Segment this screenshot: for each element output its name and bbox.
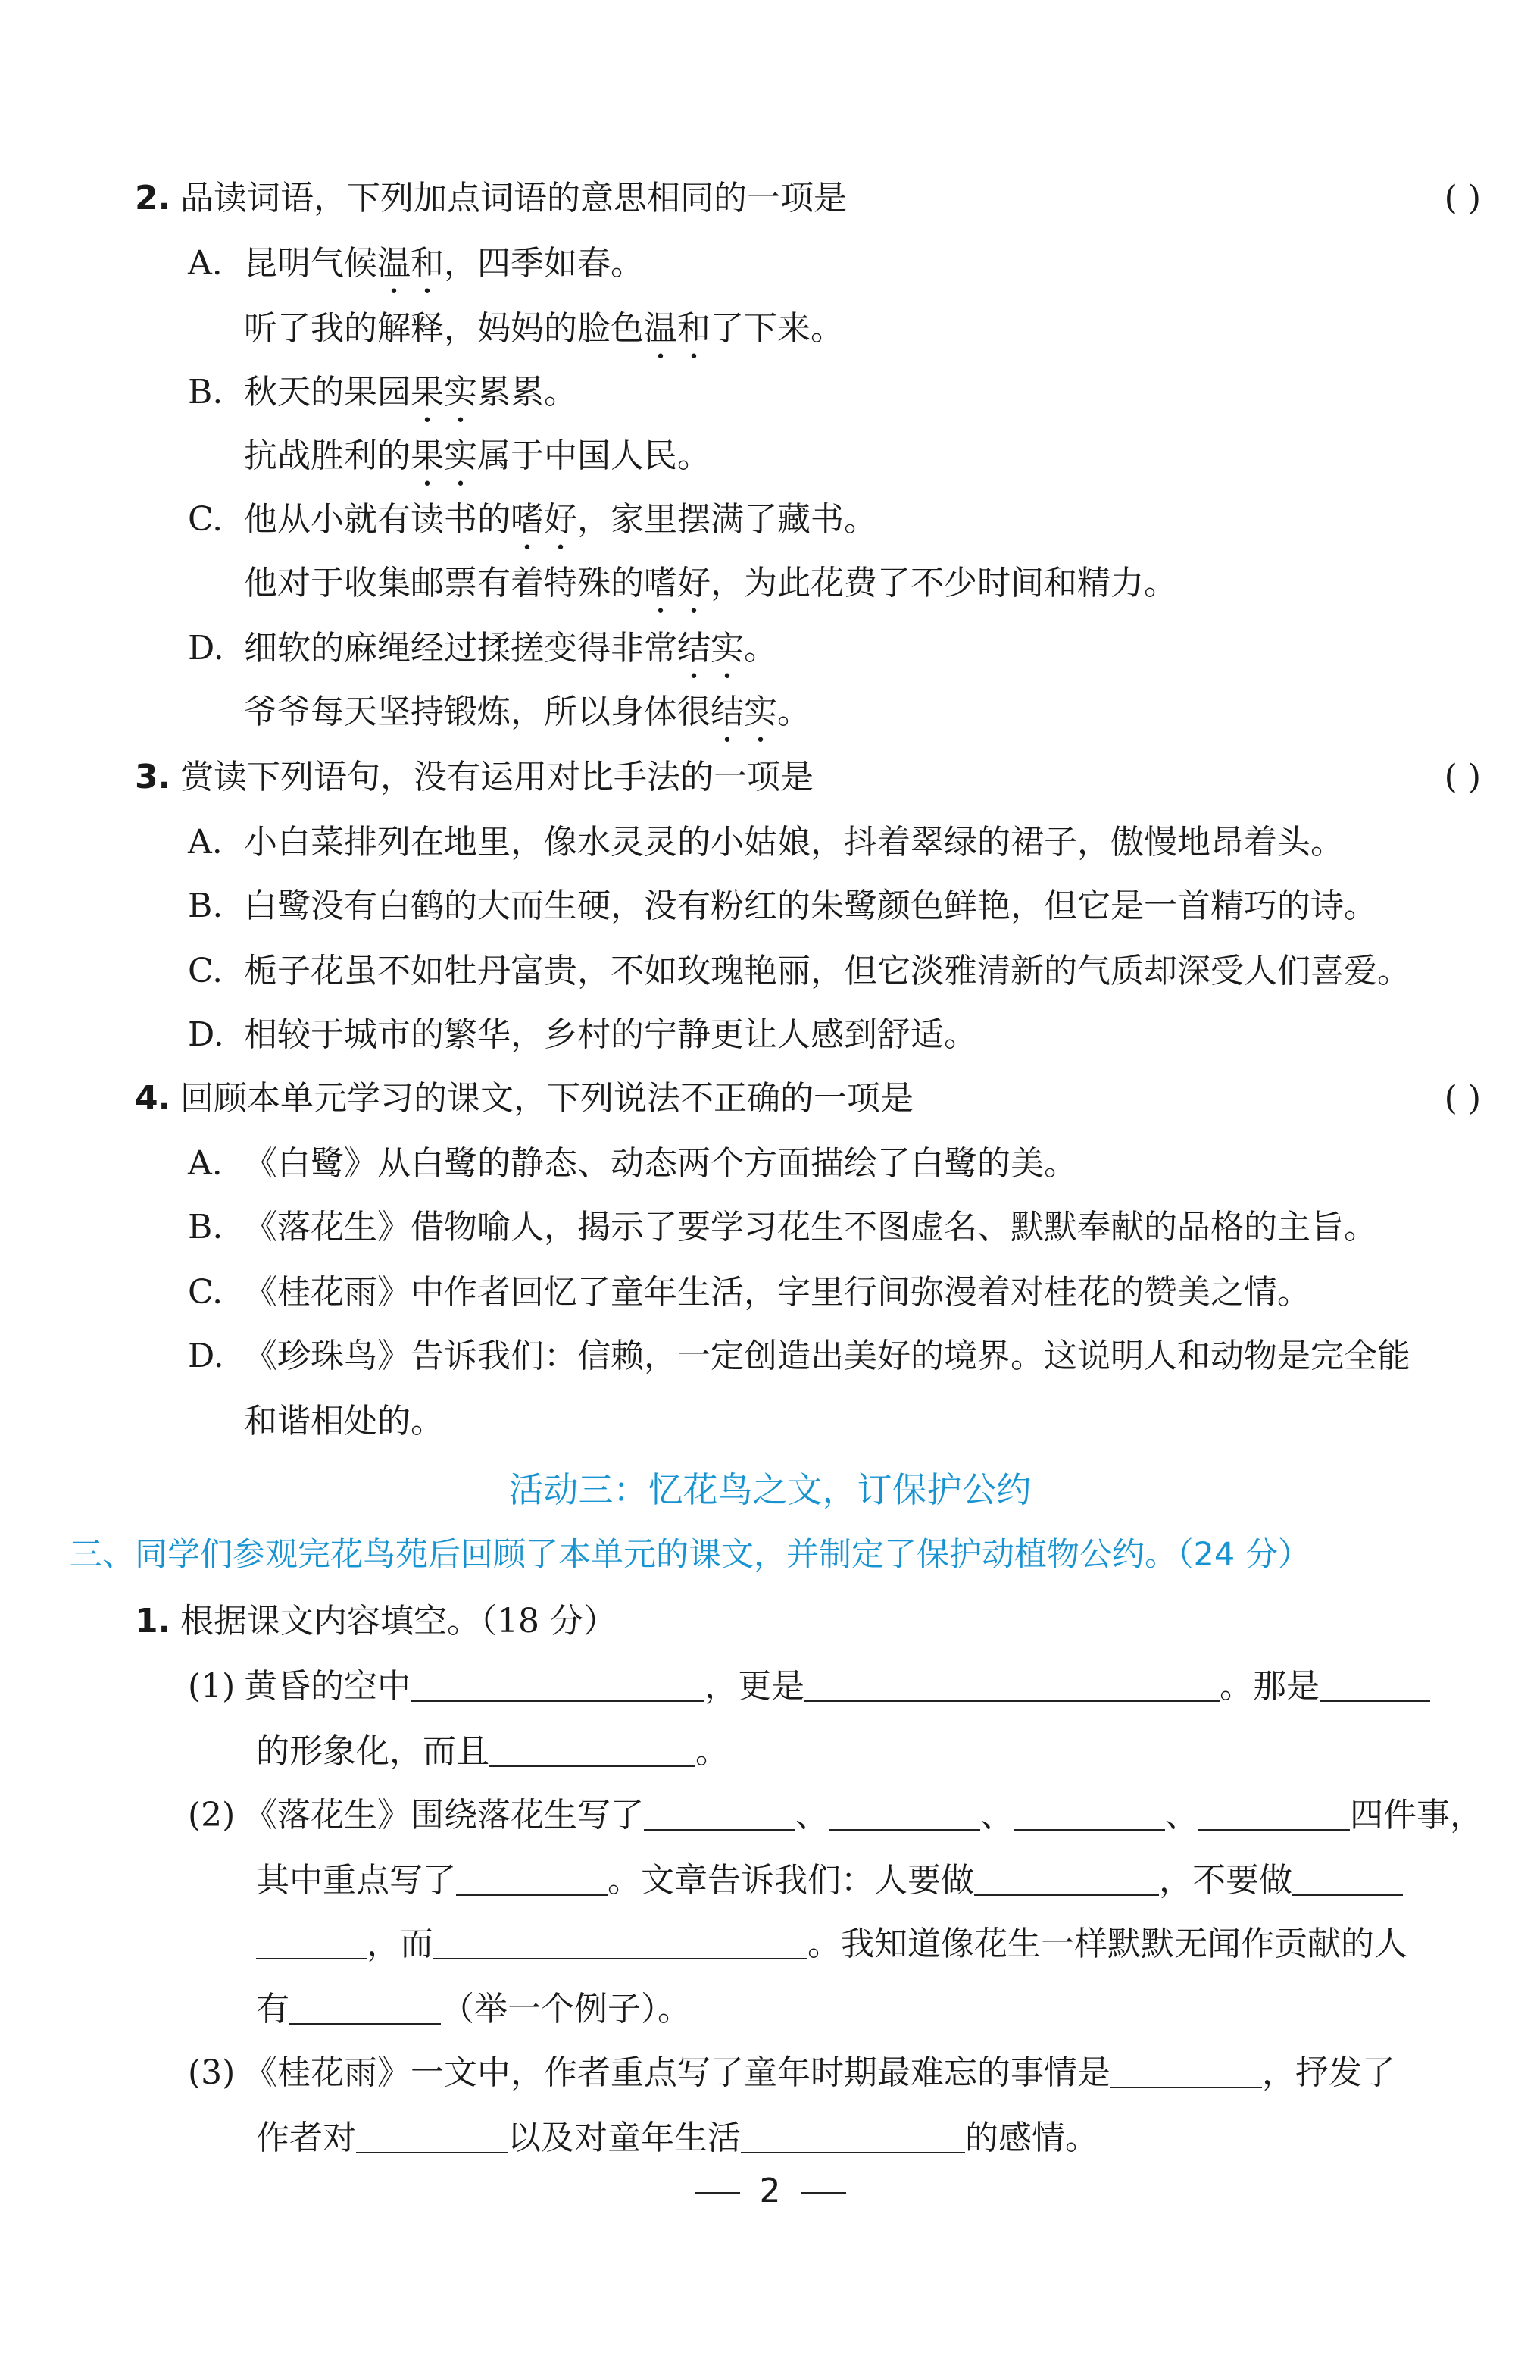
option-label: C. bbox=[188, 1273, 223, 1312]
q2-option-c-line2 bbox=[244, 561, 1177, 621]
q2-option-a-line2 bbox=[244, 306, 844, 367]
answer-blank[interactable] bbox=[356, 2119, 508, 2153]
separator: 、 bbox=[795, 1796, 829, 1834]
q2-stem bbox=[135, 176, 847, 221]
text: ，抒发了 bbox=[1262, 2053, 1395, 2092]
text: 累累。 bbox=[477, 373, 577, 411]
text: 他对于收集邮票有着特殊的 bbox=[244, 564, 644, 602]
answer-blank[interactable] bbox=[1198, 1796, 1350, 1831]
text: 《落花生》围绕落花生写了 bbox=[244, 1796, 644, 1834]
s3q1-stem bbox=[135, 1599, 617, 1644]
answer-blank[interactable] bbox=[256, 1925, 367, 1959]
option-label: A. bbox=[188, 823, 223, 862]
dash-left bbox=[695, 2192, 740, 2194]
answer-blank[interactable] bbox=[433, 1925, 807, 1959]
q3-answer-paren[interactable]: ( ) bbox=[1444, 758, 1481, 796]
q4-answer-paren[interactable]: ( ) bbox=[1444, 1079, 1481, 1118]
answer-blank[interactable] bbox=[1014, 1796, 1165, 1831]
text: 四件事， bbox=[1350, 1796, 1483, 1834]
q3-stem bbox=[135, 755, 814, 800]
q3-number: 3. bbox=[135, 758, 171, 796]
option-text: 小白菜排列在地里，像水灵灵的小姑娘，抖着翠绿的裙子，傲慢地昂着头。 bbox=[244, 823, 1344, 862]
q4-option-c[interactable] bbox=[188, 1270, 1310, 1315]
section-3-heading: 三、同学们参观完花鸟苑后回顾了本单元的课文，并制定了保护动植物公约。（24 分） bbox=[70, 1536, 1310, 1574]
text: 的感情。 bbox=[965, 2119, 1098, 2157]
answer-blank[interactable] bbox=[1110, 2053, 1262, 2088]
dotted-word: 温和 bbox=[377, 244, 444, 283]
q3-option-d[interactable] bbox=[188, 1012, 977, 1058]
q3-text: 赏读下列语句，没有运用对比手法的一项是 bbox=[180, 758, 814, 796]
separator: 、 bbox=[980, 1796, 1014, 1834]
option-label: A. bbox=[188, 244, 223, 283]
q2-text: 品读词语，下列加点词语的意思相同的一项是 bbox=[180, 179, 847, 217]
q3-option-c[interactable] bbox=[188, 949, 1410, 994]
text: 有 bbox=[256, 1990, 289, 2028]
q4-option-d-line2: 和谐相处的。 bbox=[244, 1402, 444, 1440]
option-label: B. bbox=[188, 373, 223, 411]
q2-number: 2. bbox=[135, 179, 171, 217]
fill-item-1-line2 bbox=[256, 1729, 729, 1775]
option-text: 栀子花虽不如牡丹富贵，不如玫瑰艳丽，但它淡雅清新的气质却深受人们喜爱。 bbox=[244, 952, 1410, 990]
q2-option-b-line2 bbox=[244, 433, 711, 494]
activity-title: 活动三：忆花鸟之文，订保护公约 bbox=[508, 1469, 1032, 1510]
fill-item-1 bbox=[188, 1664, 1430, 1709]
answer-blank[interactable] bbox=[411, 1667, 704, 1702]
q2-answer-paren[interactable]: ( ) bbox=[1444, 179, 1481, 217]
text: 作者对 bbox=[256, 2119, 356, 2157]
fill-item-3-line2 bbox=[256, 2116, 1098, 2161]
dotted-word: 结实 bbox=[677, 629, 744, 668]
separator: 、 bbox=[1165, 1796, 1198, 1834]
text: 以及对童年生活 bbox=[508, 2119, 741, 2157]
text: （举一个例子）。 bbox=[441, 1990, 691, 2028]
q2-option-b[interactable] bbox=[188, 370, 577, 430]
text: 属于中国人民。 bbox=[477, 436, 711, 475]
text: 其中重点写了 bbox=[256, 1861, 456, 1900]
text: 的形象化，而且 bbox=[256, 1732, 489, 1771]
text: ，更是 bbox=[704, 1667, 804, 1706]
dotted-word: 果实 bbox=[411, 373, 477, 411]
option-label: B. bbox=[188, 1208, 223, 1246]
item-label: (1) bbox=[188, 1667, 236, 1706]
text: 黄昏的空中 bbox=[244, 1667, 411, 1706]
text: 《桂花雨》一文中，作者重点写了童年时期最难忘的事情是 bbox=[244, 2053, 1110, 2092]
text: ，家里摆满了藏书。 bbox=[577, 500, 877, 539]
answer-blank[interactable] bbox=[644, 1796, 795, 1831]
answer-blank[interactable] bbox=[974, 1861, 1159, 1896]
answer-blank[interactable] bbox=[741, 2119, 965, 2153]
answer-blank[interactable] bbox=[1292, 1861, 1403, 1896]
text: 细软的麻绳经过揉搓变得非常 bbox=[244, 629, 677, 668]
q2-option-d-line2 bbox=[244, 690, 811, 750]
text: ，为此花费了不少时间和精力。 bbox=[711, 564, 1177, 602]
answer-blank[interactable] bbox=[456, 1861, 608, 1896]
option-text: 《白鹭》从白鹭的静态、动态两个方面描绘了白鹭的美。 bbox=[244, 1144, 1077, 1183]
option-label: D. bbox=[188, 1337, 224, 1375]
q4-option-d[interactable] bbox=[188, 1334, 1410, 1379]
text: 。文章告诉我们：人要做 bbox=[608, 1861, 974, 1900]
q3-option-b[interactable] bbox=[188, 884, 1377, 929]
fill-item-2-line3 bbox=[256, 1922, 1407, 1967]
text: 他从小就有读书的 bbox=[244, 500, 511, 539]
text: 。 bbox=[744, 629, 777, 668]
fill-item-3 bbox=[188, 2050, 1395, 2096]
text: 秋天的果园 bbox=[244, 373, 411, 411]
text: 听了我的解释，妈妈的脸色 bbox=[244, 309, 644, 348]
dotted-word: 嗜好 bbox=[511, 500, 577, 539]
option-text: 《珍珠鸟》告诉我们：信赖，一定创造出美好的境界。这说明人和动物是完全能 bbox=[244, 1337, 1410, 1375]
fill-item-2-line4 bbox=[256, 1987, 691, 2032]
q3-option-a[interactable] bbox=[188, 820, 1344, 865]
q4-option-b[interactable] bbox=[188, 1205, 1377, 1250]
q2-option-c[interactable] bbox=[188, 497, 877, 558]
fill-item-2-line2 bbox=[256, 1858, 1403, 1903]
option-label: A. bbox=[188, 1144, 223, 1183]
text: 昆明气候 bbox=[244, 244, 377, 283]
text: ，不要做 bbox=[1159, 1861, 1292, 1900]
text: 。我知道像花生一样默默无闻作贡献的人 bbox=[807, 1925, 1407, 1963]
dotted-word: 温和 bbox=[644, 309, 711, 348]
answer-blank[interactable] bbox=[489, 1732, 695, 1767]
option-text: 《桂花雨》中作者回忆了童年生活，字里行间弥漫着对桂花的赞美之情。 bbox=[244, 1273, 1310, 1312]
option-label: D. bbox=[188, 1015, 224, 1054]
answer-blank[interactable] bbox=[1320, 1667, 1430, 1702]
text: ，而 bbox=[367, 1925, 433, 1963]
option-text: 相较于城市的繁华，乡村的宁静更让人感到舒适。 bbox=[244, 1015, 977, 1054]
s3q1-number: 1. bbox=[135, 1602, 171, 1640]
item-label: (2) bbox=[188, 1796, 236, 1834]
option-text: 《落花生》借物喻人，揭示了要学习花生不图虚名、默默奉献的品格的主旨。 bbox=[244, 1208, 1377, 1246]
text: 。 bbox=[777, 693, 811, 731]
answer-blank[interactable] bbox=[829, 1796, 980, 1831]
q4-stem bbox=[135, 1076, 914, 1121]
q2-option-a[interactable] bbox=[188, 241, 644, 302]
dash-right bbox=[801, 2192, 846, 2194]
text: 。 bbox=[695, 1732, 729, 1771]
q2-option-d[interactable] bbox=[188, 626, 777, 686]
dotted-word: 结实 bbox=[711, 693, 777, 731]
text: 。那是 bbox=[1220, 1667, 1320, 1706]
text: 爷爷每天坚持锻炼，所以身体很 bbox=[244, 693, 711, 731]
q4-option-a[interactable] bbox=[188, 1141, 1077, 1187]
text: 了下来。 bbox=[711, 309, 844, 348]
option-label: B. bbox=[188, 887, 223, 925]
option-label: C. bbox=[188, 500, 223, 539]
option-label: D. bbox=[188, 629, 224, 668]
q4-text: 回顾本单元学习的课文，下列说法不正确的一项是 bbox=[180, 1079, 914, 1118]
answer-blank[interactable] bbox=[289, 1990, 441, 2025]
text: ，四季如春。 bbox=[444, 244, 644, 283]
option-label: C. bbox=[188, 952, 223, 990]
fill-item-2 bbox=[188, 1793, 1483, 1838]
answer-blank[interactable] bbox=[804, 1667, 1220, 1702]
page-number-text: 2 bbox=[759, 2172, 781, 2210]
text: 抗战胜利的 bbox=[244, 436, 411, 475]
dotted-word: 果实 bbox=[411, 436, 477, 475]
s3q1-text: 根据课文内容填空。（18 分） bbox=[180, 1602, 617, 1640]
dotted-word: 嗜好 bbox=[644, 564, 711, 602]
option-text: 白鹭没有白鹤的大而生硬，没有粉红的朱鹭颜色鲜艳，但它是一首精巧的诗。 bbox=[244, 887, 1377, 925]
item-label: (3) bbox=[188, 2053, 236, 2092]
q4-number: 4. bbox=[135, 1079, 171, 1118]
page-number bbox=[0, 2169, 1540, 2214]
